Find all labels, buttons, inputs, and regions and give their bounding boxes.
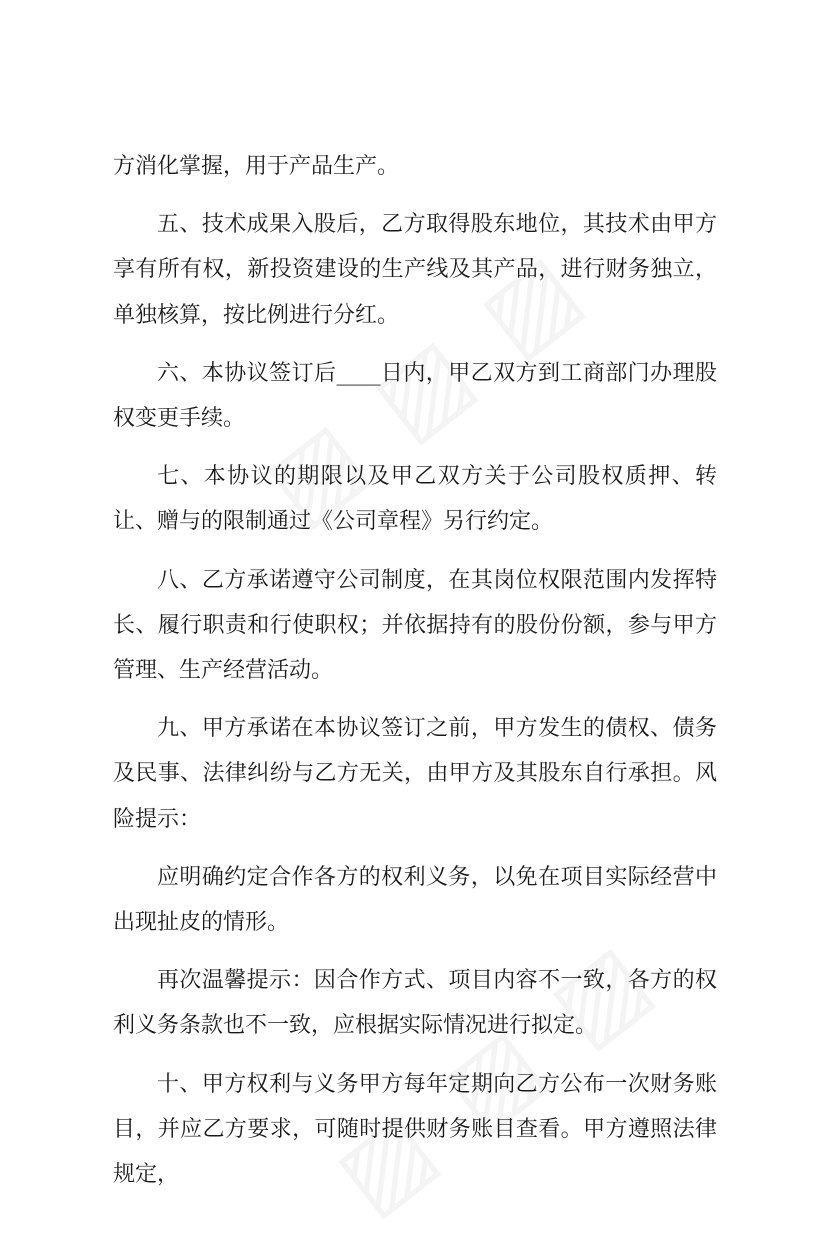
clause-six: 六、本协议签订后____日内，甲乙双方到工商部门办理股权变更手续。 (113, 360, 717, 432)
risk-note: 应明确约定合作各方的权利义务，以免在项目实际经营中出现扯皮的情形。 (113, 864, 717, 936)
clause-eight: 八、乙方承诺遵守公司制度，在其岗位权限范围内发挥特长、履行职责和行使职权；并依据持有的股份份额，参与甲方管理、生产经营活动。 (113, 567, 717, 684)
clause-ten: 十、甲方权利与义务甲方每年定期向乙方公布一次财务账目，并应乙方要求，可随时提供财务账目查看。甲方遵照法律规定， (113, 1071, 717, 1188)
paragraph-continuation: 方消化掌握，用于产品生产。 (113, 154, 400, 179)
document-body (113, 144, 717, 1210)
reminder-note: 再次温馨提示：因合作方式、项目内容不一致，各方的权利义务条款也不一致，应根据实际情况进行拟定。 (113, 968, 717, 1039)
clause-seven: 七、本协议的期限以及甲乙双方关于公司股权质押、转让、赠与的限制通过《公司章程》另行约定。 (113, 464, 717, 535)
clause-five: 五、技术成果入股后，乙方取得股东地位，其技术由甲方享有所有权，新投资建设的生产线及其产品，进行财务独立，单独核算，按比例进行分红。 (113, 212, 717, 328)
clause-nine: 九、甲方承诺在本协议签订之前，甲方发生的债权、债务及民事、法律纠纷与乙方无关，由甲方及其股东自行承担。风险提示： (113, 716, 717, 832)
